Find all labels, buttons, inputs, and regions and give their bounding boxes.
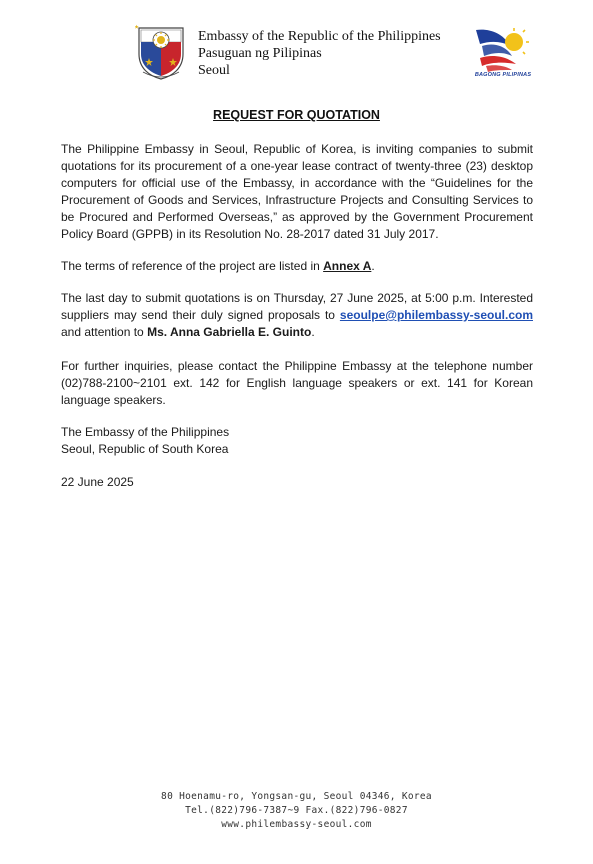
footer (0, 790, 593, 832)
paragraph-inquiries: For further inquiries, please contact the Philippine Embassy at the telephone number (02)788-2100~2101 ext. 142 for English language speakers or ext. 141 for Korean language speakers. (61, 359, 533, 407)
footer-website[interactable]: www.philembassy-seoul.com (221, 819, 372, 830)
signature-block (61, 424, 533, 458)
terms-text: The terms of reference of the project are listed in (61, 259, 324, 273)
paragraph-terms (61, 258, 533, 275)
document-date: 22 June 2025 (61, 475, 134, 489)
paragraph-deadline (61, 290, 533, 341)
footer-phone: Tel.(822)796-7387~9 Fax.(822)796-0827 (185, 805, 408, 816)
signature-line-2: Seoul, Republic of South Korea (61, 442, 229, 456)
deadline-middle: and attention to (61, 325, 148, 339)
embassy-name-english: Embassy of the Republic of the Philippines (198, 29, 441, 44)
embassy-name-block (198, 28, 441, 79)
embassy-name-filipino: Pasuguan ng Pilipinas (198, 46, 322, 61)
contact-person: Ms. Anna Gabriella E. Guinto (147, 325, 312, 339)
signature-line-1: The Embassy of the Philippines (61, 425, 230, 439)
deadline-text: The last day to submit quotations is on Thursday, 27 June 2025, at 5:00 p.m. Interested suppliers may send their duly signed proposals to (61, 291, 533, 322)
annex-reference: Annex A (323, 259, 372, 273)
bagong-pilipinas-caption: BAGONG PILIPINAS (474, 72, 532, 78)
letterhead (0, 0, 593, 100)
paragraph-invitation: The Philippine Embassy in Seoul, Republic of Korea, is inviting companies to submit quotations for its procurement of a one-year lease contract of twenty-three (23) desktop computers for official use of the Embassy, in accordance with the “Guidelines for the Procurement of Goods and Services, Infrastructure Projects and Consulting Services to be Procured and Performed Overseas,” as approved by the Government Procurement Policy Board (GPPB) in its Resolution No. 28-2017 dated 31 July 2017. (61, 142, 533, 241)
philippine-seal-icon (135, 24, 187, 80)
embassy-city: Seoul (198, 63, 230, 78)
email-link[interactable]: seoulpe@philembassy-seoul.com (339, 308, 533, 322)
terms-end: . (371, 259, 375, 273)
document-title: REQUEST FOR QUOTATION (213, 108, 380, 122)
footer-address: 80 Hoenamu-ro, Yongsan-gu, Seoul 04346, Korea (161, 791, 432, 802)
deadline-end: . (311, 325, 315, 339)
